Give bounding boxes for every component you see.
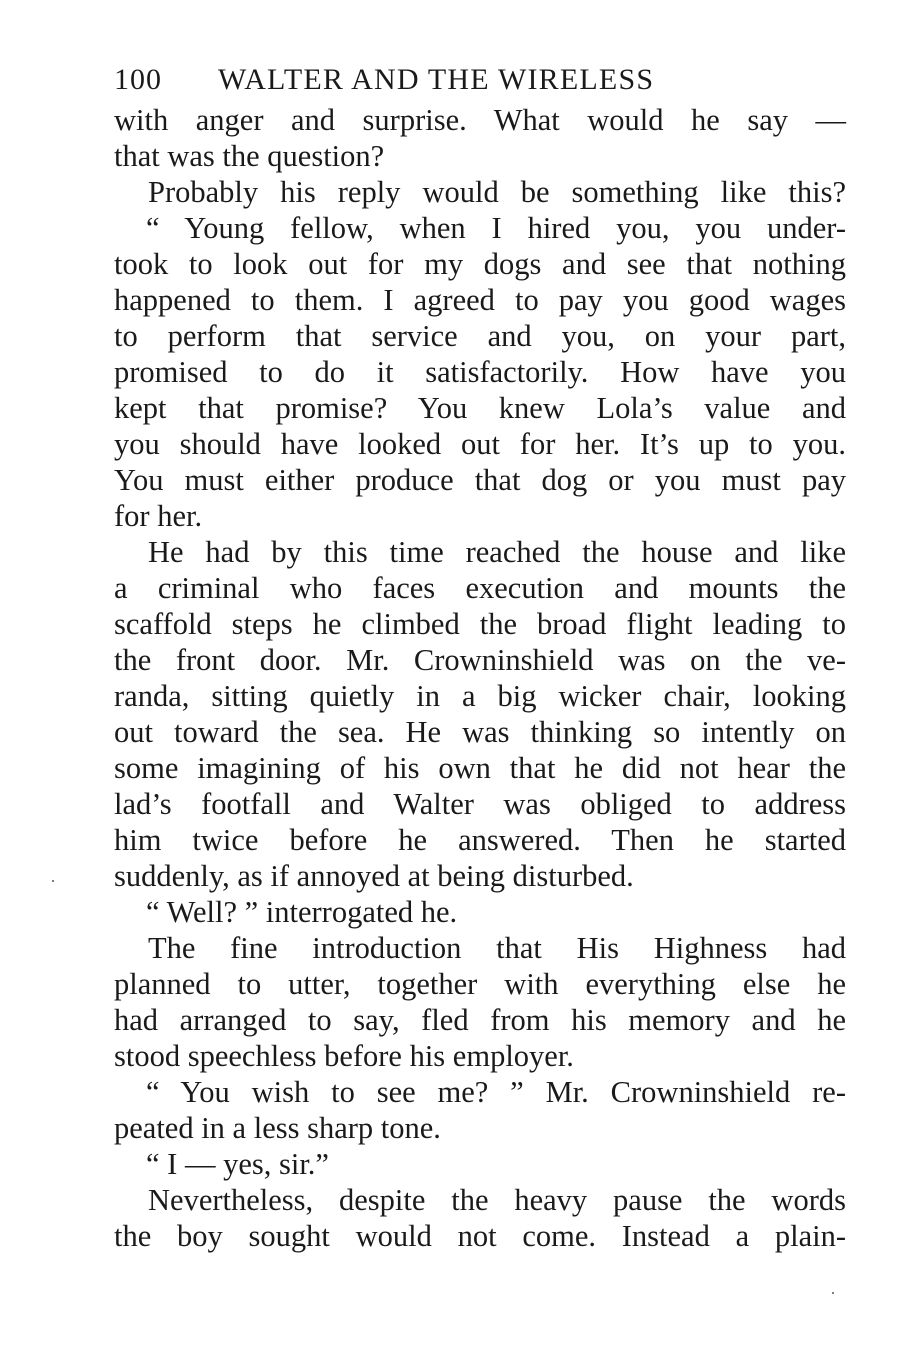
text-line: randa, sitting quietly in a big wicker chair, looking	[114, 679, 846, 713]
text-line: for her.	[114, 499, 203, 533]
text-line: peated in a less sharp tone.	[114, 1111, 441, 1145]
text-line: “ I — yes, sir.”	[146, 1147, 329, 1181]
text-line: planned to utter, together with everything else he	[114, 967, 846, 1001]
body-text	[114, 102, 846, 1254]
text-line: lad’s footfall and Walter was obliged to address	[114, 787, 846, 821]
text-line: the boy sought would not come. Instead a plain-	[114, 1219, 846, 1253]
text-line: stood speechless before his employer.	[114, 1039, 574, 1073]
text-line: to perform that service and you, on your part,	[114, 319, 846, 353]
text-line: the front door. Mr. Crowninshield was on the ve-	[114, 643, 846, 677]
text-line: a criminal who faces execution and mounts the	[114, 571, 846, 605]
text-line: kept that promise? You knew Lola’s value and	[114, 391, 846, 425]
scan-fleck	[832, 1292, 834, 1294]
text-line: took to look out for my dogs and see that nothing	[114, 247, 846, 281]
text-line: him twice before he answered. Then he started	[114, 823, 846, 857]
text-line: You must either produce that dog or you must pay	[114, 463, 846, 497]
text-line: with anger and surprise. What would he say —	[114, 103, 846, 137]
text-line: suddenly, as if annoyed at being disturbed.	[114, 859, 634, 893]
text-line: that was the question?	[114, 139, 385, 173]
running-title: WALTER AND THE WIRELESS	[218, 63, 655, 96]
text-line: happened to them. I agreed to pay you good wages	[114, 283, 846, 317]
text-line: scaffold steps he climbed the broad flight leading to	[114, 607, 846, 641]
text-line: “ Young fellow, when I hired you, you under-	[146, 211, 846, 245]
text-line: The fine introduction that His Highness had	[148, 931, 846, 965]
page-number: 100	[114, 63, 162, 96]
text-line: you should have looked out for her. It’s up to you.	[114, 427, 846, 461]
running-head	[114, 58, 846, 102]
text-line: Probably his reply would be something like this?	[148, 175, 846, 209]
book-page	[114, 58, 846, 1254]
text-line: He had by this time reached the house and like	[148, 535, 846, 569]
text-line: had arranged to say, fled from his memory and he	[114, 1003, 846, 1037]
text-line: “ You wish to see me? ” Mr. Crowninshield re-	[146, 1075, 846, 1109]
scan-fleck	[52, 880, 54, 882]
text-line: out toward the sea. He was thinking so intently on	[114, 715, 846, 749]
text-line: some imagining of his own that he did not hear the	[114, 751, 846, 785]
text-line: Nevertheless, despite the heavy pause the words	[148, 1183, 846, 1217]
text-line: “ Well? ” interrogated he.	[146, 895, 458, 929]
text-line: promised to do it satisfactorily. How have you	[114, 355, 846, 389]
